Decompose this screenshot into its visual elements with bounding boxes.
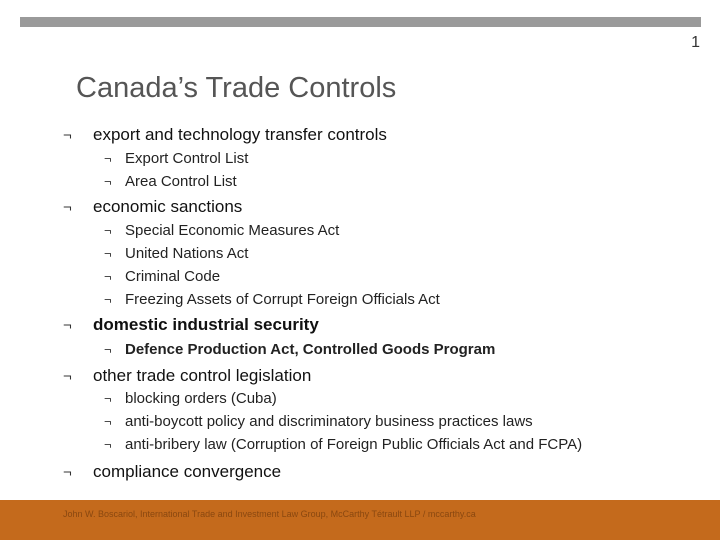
bullet-text: export and technology transfer controls (93, 125, 387, 144)
bullet-other-trade-control-legislation (63, 366, 311, 386)
bullet-text: domestic industrial security (93, 315, 319, 334)
sub-bullet-text: Export Control List (125, 150, 249, 167)
bullet-marker: ¬ (63, 464, 72, 481)
sub-bullet-united-nations-act (104, 245, 248, 262)
sub-bullet-marker: ¬ (104, 414, 112, 429)
sub-bullet-text: anti-bribery law (Corruption of Foreign Public Officials Act and FCPA) (125, 436, 583, 453)
sub-bullet-text: United Nations Act (125, 245, 249, 262)
bullet-text: other trade control legislation (93, 366, 312, 385)
bullet-text: economic sanctions (93, 197, 243, 216)
sub-bullet-text: Freezing Assets of Corrupt Foreign Officials Act (125, 291, 440, 308)
sub-bullet-text: Area Control List (125, 173, 237, 190)
sub-bullet-marker: ¬ (104, 269, 112, 284)
slide-title: Canada’s Trade Controls (76, 72, 397, 104)
sub-bullet-marker: ¬ (104, 292, 112, 307)
sub-bullet-anti-boycott-policy (104, 413, 533, 430)
bullet-domestic-industrial-security (63, 315, 319, 335)
bullet-marker: ¬ (63, 317, 72, 334)
sub-bullet-freezing-assets-act (104, 291, 440, 308)
sub-bullet-marker: ¬ (104, 174, 112, 189)
sub-bullet-text: Defence Production Act, Controlled Goods Program (125, 341, 496, 358)
sub-bullet-marker: ¬ (104, 151, 112, 166)
sub-bullet-marker: ¬ (104, 437, 112, 452)
sub-bullet-criminal-code (104, 268, 220, 285)
sub-bullet-text: Special Economic Measures Act (125, 222, 340, 239)
sub-bullet-marker: ¬ (104, 223, 112, 238)
sub-bullet-blocking-orders (104, 390, 277, 407)
sub-bullet-marker: ¬ (104, 391, 112, 406)
bullet-marker: ¬ (63, 127, 72, 144)
sub-bullet-text: blocking orders (Cuba) (125, 390, 277, 407)
sub-bullet-text: Criminal Code (125, 268, 221, 285)
bullet-marker: ¬ (63, 368, 72, 385)
sub-bullet-defence-production-act (104, 341, 495, 358)
footer-credit: John W. Boscariol, International Trade and Investment Law Group, McCarthy Tétrault LLP / mccarthy.ca (63, 509, 476, 519)
sub-bullet-marker: ¬ (104, 246, 112, 261)
sub-bullet-anti-bribery-law (104, 436, 582, 453)
bullet-text: compliance convergence (93, 462, 282, 481)
bullet-economic-sanctions (63, 197, 242, 217)
page-number: 1 (691, 34, 700, 51)
bullet-compliance-convergence (63, 462, 281, 482)
sub-bullet-marker: ¬ (104, 342, 112, 357)
sub-bullet-area-control-list (104, 173, 237, 190)
sub-bullet-text: anti-boycott policy and discriminatory business practices laws (125, 413, 533, 430)
footer-band (0, 500, 720, 540)
bullet-marker: ¬ (63, 199, 72, 216)
sub-bullet-special-economic-measures-act (104, 222, 339, 239)
bullet-export-technology-controls (63, 125, 387, 145)
sub-bullet-export-control-list (104, 150, 248, 167)
